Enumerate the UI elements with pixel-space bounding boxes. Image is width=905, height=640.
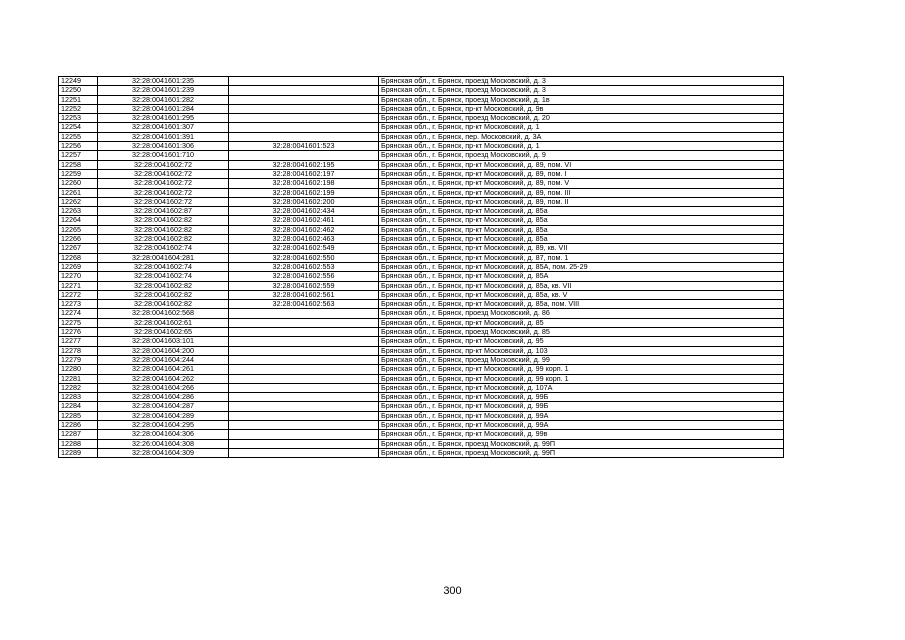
address-cell: Брянская обл., г. Брянск, пр-кт Московский, д. 85а	[379, 216, 784, 225]
cadastral-number-cell: 32:28:0041604:200	[98, 346, 229, 355]
related-object-number-cell: 32:28:0041601:523	[229, 142, 379, 151]
table-row	[59, 402, 784, 411]
related-object-number-cell	[229, 95, 379, 104]
related-object-number-cell: 32:28:0041602:556	[229, 272, 379, 281]
cadastral-number-cell: 32:28:0041604:266	[98, 383, 229, 392]
table-row	[59, 160, 784, 169]
cadastral-number-cell: 32:28:0041603:101	[98, 337, 229, 346]
row-number-cell: 12282	[59, 383, 98, 392]
related-object-number-cell	[229, 365, 379, 374]
row-number-cell: 12258	[59, 160, 98, 169]
cadastral-number-cell: 32:28:0041601:391	[98, 132, 229, 141]
address-cell: Брянская обл., г. Брянск, проезд Московский, д. 85	[379, 328, 784, 337]
cadastral-number-cell: 32:28:0041602:65	[98, 328, 229, 337]
cadastral-number-cell: 32:28:0041602:72	[98, 169, 229, 178]
cadastral-number-cell: 32:28:0041602:61	[98, 318, 229, 327]
table-row	[59, 448, 784, 457]
related-object-number-cell	[229, 402, 379, 411]
row-number-cell: 12275	[59, 318, 98, 327]
table-row	[59, 197, 784, 206]
cadastral-number-cell: 32:28:0041604:286	[98, 393, 229, 402]
address-cell: Брянская обл., г. Брянск, проезд Московский, д. 3	[379, 86, 784, 95]
address-cell: Брянская обл., г. Брянск, пр-кт Московский, д. 103	[379, 346, 784, 355]
address-cell: Брянская обл., г. Брянск, проезд Московский, д. 9	[379, 151, 784, 160]
address-cell: Брянская обл., г. Брянск, пр-кт Московский, д. 89, пом. VI	[379, 160, 784, 169]
address-cell: Брянская обл., г. Брянск, пр-кт Московский, д. 85а, кв. V	[379, 290, 784, 299]
table-row	[59, 272, 784, 281]
cadastral-number-cell: 32:28:0041601:306	[98, 142, 229, 151]
page-number: 300	[443, 585, 462, 597]
related-object-number-cell	[229, 151, 379, 160]
cadastral-number-cell: 32:28:0041601:284	[98, 104, 229, 113]
related-object-number-cell	[229, 114, 379, 123]
table-row	[59, 253, 784, 262]
address-cell: Брянская обл., г. Брянск, пр-кт Московский, д. 85а, пом. VIII	[379, 300, 784, 309]
related-object-number-cell	[229, 420, 379, 429]
row-number-cell: 12279	[59, 355, 98, 364]
related-object-number-cell	[229, 337, 379, 346]
address-cell: Брянская обл., г. Брянск, пр-кт Московский, д. 99Б	[379, 402, 784, 411]
table-row	[59, 216, 784, 225]
table-row	[59, 309, 784, 318]
address-cell: Брянская обл., г. Брянск, пр-кт Московский, д. 89, пом. I	[379, 169, 784, 178]
address-cell: Брянская обл., г. Брянск, пр-кт Московский, д. 99в	[379, 430, 784, 439]
cadastral-number-cell: 32:28:0041602:82	[98, 235, 229, 244]
table-row	[59, 355, 784, 364]
related-object-number-cell: 32:28:0041602:549	[229, 244, 379, 253]
row-number-cell: 12283	[59, 393, 98, 402]
cadastral-number-cell: 32:28:0041601:307	[98, 123, 229, 132]
related-object-number-cell	[229, 123, 379, 132]
cadastral-number-cell: 32:28:0041602:72	[98, 197, 229, 206]
address-cell: Брянская обл., г. Брянск, пр-кт Московский, д. 85а	[379, 207, 784, 216]
cadastral-number-cell: 32:28:0041604:281	[98, 253, 229, 262]
related-object-number-cell	[229, 104, 379, 113]
related-object-number-cell	[229, 411, 379, 420]
row-number-cell: 12285	[59, 411, 98, 420]
row-number-cell: 12288	[59, 439, 98, 448]
table-row	[59, 300, 784, 309]
address-cell: Брянская обл., г. Брянск, пр-кт Московский, д. 99А	[379, 420, 784, 429]
address-cell: Брянская обл., г. Брянск, пр-кт Московский, д. 85а, кв. VII	[379, 281, 784, 290]
cadastral-number-cell: 32:28:0041601:282	[98, 95, 229, 104]
table-row	[59, 151, 784, 160]
cadastral-number-cell: 32:28:0041601:710	[98, 151, 229, 160]
address-cell: Брянская обл., г. Брянск, проезд Московский, д. 20	[379, 114, 784, 123]
row-number-cell: 12286	[59, 420, 98, 429]
cadastral-number-cell: 32:28:0041602:82	[98, 225, 229, 234]
related-object-number-cell: 32:28:0041602:434	[229, 207, 379, 216]
related-object-number-cell	[229, 439, 379, 448]
table-row	[59, 235, 784, 244]
address-cell: Брянская обл., г. Брянск, проезд Московский, д. 1в	[379, 95, 784, 104]
related-object-number-cell: 32:28:0041602:462	[229, 225, 379, 234]
table-row	[59, 411, 784, 420]
table-row	[59, 318, 784, 327]
row-number-cell: 12254	[59, 123, 98, 132]
cadastral-number-cell: 32:28:0041602:72	[98, 160, 229, 169]
row-number-cell: 12267	[59, 244, 98, 253]
cadastral-number-cell: 32:28:0041604:261	[98, 365, 229, 374]
row-number-cell: 12265	[59, 225, 98, 234]
cadastral-number-cell: 32:28:0041604:244	[98, 355, 229, 364]
row-number-cell: 12256	[59, 142, 98, 151]
table-row	[59, 207, 784, 216]
address-cell: Брянская обл., г. Брянск, пр-кт Московский, д. 9в	[379, 104, 784, 113]
row-number-cell: 12259	[59, 169, 98, 178]
row-number-cell: 12253	[59, 114, 98, 123]
registry-table-body	[59, 77, 784, 458]
row-number-cell: 12250	[59, 86, 98, 95]
cadastral-number-cell: 32:28:0041602:82	[98, 216, 229, 225]
related-object-number-cell	[229, 132, 379, 141]
address-cell: Брянская обл., г. Брянск, проезд Московский, д. 3	[379, 77, 784, 86]
cadastral-number-cell: 32:28:0041601:235	[98, 77, 229, 86]
address-cell: Брянская обл., г. Брянск, пр-кт Московский, д. 1	[379, 142, 784, 151]
related-object-number-cell: 32:28:0041602:199	[229, 188, 379, 197]
address-cell: Брянская обл., г. Брянск, пр-кт Московский, д. 85А	[379, 272, 784, 281]
table-row	[59, 262, 784, 271]
address-cell: Брянская обл., г. Брянск, пр-кт Московский, д. 85	[379, 318, 784, 327]
address-cell: Брянская обл., г. Брянск, пр-кт Московский, д. 1	[379, 123, 784, 132]
cadastral-number-cell: 32:28:0041602:82	[98, 290, 229, 299]
cadastral-number-cell: 32:28:0041604:295	[98, 420, 229, 429]
address-cell: Брянская обл., г. Брянск, пр-кт Московский, д. 107А	[379, 383, 784, 392]
cadastral-number-cell: 32:28:0041602:72	[98, 179, 229, 188]
cadastral-number-cell: 32:28:0041602:87	[98, 207, 229, 216]
row-number-cell: 12272	[59, 290, 98, 299]
table-row	[59, 365, 784, 374]
table-row	[59, 374, 784, 383]
row-number-cell: 12289	[59, 448, 98, 457]
address-cell: Брянская обл., г. Брянск, проезд Московский, д. 99	[379, 355, 784, 364]
cadastral-number-cell: 32:28:0041602:72	[98, 188, 229, 197]
cadastral-number-cell: 32:28:0041604:262	[98, 374, 229, 383]
address-cell: Брянская обл., г. Брянск, проезд Московский, д. 99П	[379, 439, 784, 448]
table-row	[59, 290, 784, 299]
address-cell: Брянская обл., г. Брянск, пр-кт Московский, д. 85А, пом. 25-29	[379, 262, 784, 271]
table-row	[59, 225, 784, 234]
related-object-number-cell: 32:28:0041602:198	[229, 179, 379, 188]
row-number-cell: 12263	[59, 207, 98, 216]
address-cell: Брянская обл., г. Брянск, пр-кт Московский, д. 85а	[379, 235, 784, 244]
row-number-cell: 12274	[59, 309, 98, 318]
cadastral-number-cell: 32:28:0041602:82	[98, 300, 229, 309]
related-object-number-cell	[229, 86, 379, 95]
related-object-number-cell: 32:28:0041602:197	[229, 169, 379, 178]
row-number-cell: 12268	[59, 253, 98, 262]
address-cell: Брянская обл., г. Брянск, пер. Московский, д. 3А	[379, 132, 784, 141]
cadastral-number-cell: 32:28:0041602:74	[98, 244, 229, 253]
table-row	[59, 337, 784, 346]
address-cell: Брянская обл., г. Брянск, пр-кт Московский, д. 89, пом. III	[379, 188, 784, 197]
address-cell: Брянская обл., г. Брянск, пр-кт Московский, д. 87, пом. 1	[379, 253, 784, 262]
table-row	[59, 328, 784, 337]
row-number-cell: 12264	[59, 216, 98, 225]
related-object-number-cell: 32:28:0041602:550	[229, 253, 379, 262]
cadastral-number-cell: 32:28:0041602:568	[98, 309, 229, 318]
registry-table	[58, 76, 784, 458]
address-cell: Брянская обл., г. Брянск, пр-кт Московский, д. 95	[379, 337, 784, 346]
cadastral-number-cell: 32:26:0041604:308	[98, 439, 229, 448]
table-row	[59, 281, 784, 290]
address-cell: Брянская обл., г. Брянск, пр-кт Московский, д. 99А	[379, 411, 784, 420]
row-number-cell: 12252	[59, 104, 98, 113]
address-cell: Брянская обл., г. Брянск, проезд Московский, д. 99П	[379, 448, 784, 457]
row-number-cell: 12271	[59, 281, 98, 290]
row-number-cell: 12284	[59, 402, 98, 411]
related-object-number-cell: 32:28:0041602:559	[229, 281, 379, 290]
cadastral-number-cell: 32:28:0041604:309	[98, 448, 229, 457]
related-object-number-cell	[229, 383, 379, 392]
row-number-cell: 12261	[59, 188, 98, 197]
address-cell: Брянская обл., г. Брянск, пр-кт Московский, д. 85а	[379, 225, 784, 234]
row-number-cell: 12249	[59, 77, 98, 86]
address-cell: Брянская обл., г. Брянск, пр-кт Московский, д. 99 корп. 1	[379, 374, 784, 383]
related-object-number-cell	[229, 448, 379, 457]
row-number-cell: 12251	[59, 95, 98, 104]
related-object-number-cell: 32:28:0041602:563	[229, 300, 379, 309]
table-row	[59, 123, 784, 132]
table-row	[59, 420, 784, 429]
related-object-number-cell: 32:28:0041602:195	[229, 160, 379, 169]
related-object-number-cell	[229, 374, 379, 383]
address-cell: Брянская обл., г. Брянск, пр-кт Московский, д. 89, кв. VII	[379, 244, 784, 253]
address-cell: Брянская обл., г. Брянск, пр-кт Московский, д. 89, пом. II	[379, 197, 784, 206]
cadastral-number-cell: 32:28:0041604:287	[98, 402, 229, 411]
table-row	[59, 169, 784, 178]
cadastral-number-cell: 32:28:0041602:82	[98, 281, 229, 290]
related-object-number-cell	[229, 309, 379, 318]
row-number-cell: 12257	[59, 151, 98, 160]
row-number-cell: 12262	[59, 197, 98, 206]
table-row	[59, 179, 784, 188]
table-row	[59, 95, 784, 104]
address-cell: Брянская обл., г. Брянск, пр-кт Московский, д. 99 корп. 1	[379, 365, 784, 374]
table-row	[59, 346, 784, 355]
related-object-number-cell: 32:28:0041602:200	[229, 197, 379, 206]
table-row	[59, 383, 784, 392]
related-object-number-cell: 32:28:0041602:553	[229, 262, 379, 271]
related-object-number-cell	[229, 393, 379, 402]
cadastral-number-cell: 32:28:0041601:239	[98, 86, 229, 95]
related-object-number-cell: 32:28:0041602:463	[229, 235, 379, 244]
table-row	[59, 104, 784, 113]
row-number-cell: 12281	[59, 374, 98, 383]
cadastral-number-cell: 32:28:0041602:74	[98, 272, 229, 281]
table-row	[59, 142, 784, 151]
row-number-cell: 12287	[59, 430, 98, 439]
cadastral-number-cell: 32:28:0041604:306	[98, 430, 229, 439]
address-cell: Брянская обл., г. Брянск, пр-кт Московский, д. 89, пом. V	[379, 179, 784, 188]
related-object-number-cell	[229, 346, 379, 355]
row-number-cell: 12255	[59, 132, 98, 141]
related-object-number-cell: 32:28:0041602:561	[229, 290, 379, 299]
cadastral-number-cell: 32:28:0041604:289	[98, 411, 229, 420]
row-number-cell: 12273	[59, 300, 98, 309]
row-number-cell: 12269	[59, 262, 98, 271]
table-row	[59, 114, 784, 123]
address-cell: Брянская обл., г. Брянск, пр-кт Московский, д. 99Б	[379, 393, 784, 402]
address-cell: Брянская обл., г. Брянск, проезд Московский, д. 86	[379, 309, 784, 318]
table-row	[59, 77, 784, 86]
cadastral-number-cell: 32:28:0041601:295	[98, 114, 229, 123]
row-number-cell: 12280	[59, 365, 98, 374]
related-object-number-cell: 32:28:0041602:461	[229, 216, 379, 225]
cadastral-number-cell: 32:28:0041602:74	[98, 262, 229, 271]
related-object-number-cell	[229, 328, 379, 337]
table-row	[59, 132, 784, 141]
table-row	[59, 244, 784, 253]
related-object-number-cell	[229, 77, 379, 86]
related-object-number-cell	[229, 430, 379, 439]
row-number-cell: 12278	[59, 346, 98, 355]
table-row	[59, 188, 784, 197]
table-row	[59, 439, 784, 448]
row-number-cell: 12266	[59, 235, 98, 244]
table-row	[59, 86, 784, 95]
related-object-number-cell	[229, 355, 379, 364]
related-object-number-cell	[229, 318, 379, 327]
row-number-cell: 12260	[59, 179, 98, 188]
table-row	[59, 393, 784, 402]
row-number-cell: 12277	[59, 337, 98, 346]
row-number-cell: 12276	[59, 328, 98, 337]
row-number-cell: 12270	[59, 272, 98, 281]
table-row	[59, 430, 784, 439]
